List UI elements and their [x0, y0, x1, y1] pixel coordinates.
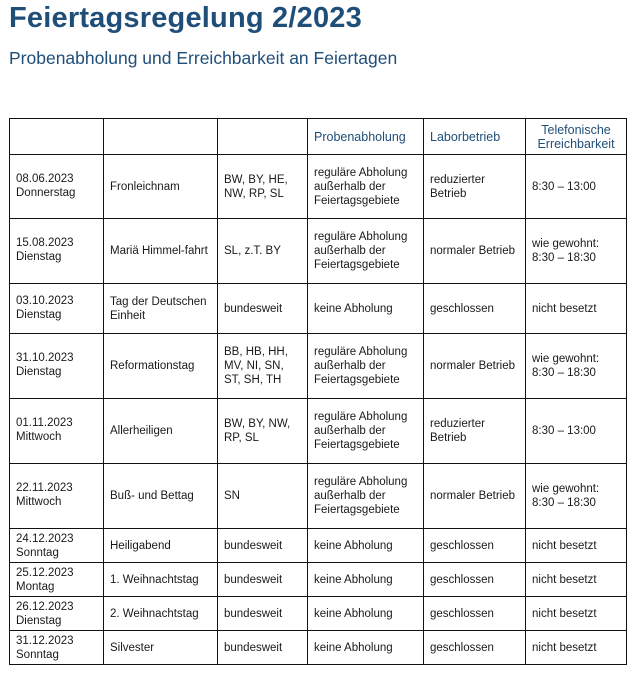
date-cell	[10, 155, 104, 219]
holiday-name: Fronleichnam	[104, 155, 218, 219]
weekday: Dienstag	[16, 251, 62, 263]
date: 31.12.2023	[16, 635, 74, 647]
date-cell	[10, 219, 104, 284]
table-row	[10, 631, 627, 665]
table-header-row	[10, 119, 627, 155]
pickup-status: keine Abholung	[308, 631, 424, 665]
weekday: Mittwoch	[16, 431, 62, 443]
table-row	[10, 399, 627, 464]
lab-status: geschlossen	[424, 597, 526, 631]
date-cell	[10, 399, 104, 464]
lab-status: normaler Betrieb	[424, 334, 526, 399]
weekday: Donnerstag	[16, 186, 76, 199]
pickup-status: keine Abholung	[308, 563, 424, 597]
weekday: Dienstag	[16, 366, 62, 378]
date-cell	[10, 334, 104, 399]
page-subtitle: Probenabholung und Erreichbarkeit an Feiertagen	[9, 48, 398, 68]
column-header-phone: Telefonische Erreichbarkeit	[526, 119, 627, 155]
pickup-status: keine Abholung	[308, 597, 424, 631]
holiday-name: Mariä Himmel-fahrt	[104, 219, 218, 284]
table-row	[10, 464, 627, 529]
table-row	[10, 597, 627, 631]
date-cell	[10, 529, 104, 563]
pickup-status: reguläre Abholung außerhalb der Feiertagsgebiete	[308, 219, 424, 284]
date-cell	[10, 597, 104, 631]
phone-availability: 8:30 – 13:00	[526, 155, 627, 219]
lab-status: reduzierter Betrieb	[424, 155, 526, 219]
date: 24.12.2023	[16, 533, 74, 545]
holiday-name: Silvester	[104, 631, 218, 665]
date: 25.12.2023	[16, 567, 74, 579]
region: bundesweit	[218, 529, 308, 563]
region: BB, HB, HH, MV, NI, SN, ST, SH, TH	[218, 334, 308, 399]
lab-status: normaler Betrieb	[424, 219, 526, 284]
region: bundesweit	[218, 631, 308, 665]
date: 03.10.2023	[16, 294, 74, 307]
region: SN	[218, 464, 308, 529]
lab-status: normaler Betrieb	[424, 464, 526, 529]
holiday-table	[9, 118, 627, 665]
weekday: Dienstag	[16, 308, 62, 321]
table-row	[10, 563, 627, 597]
pickup-status: keine Abholung	[308, 284, 424, 334]
date-cell	[10, 284, 104, 334]
holiday-name: Allerheiligen	[104, 399, 218, 464]
phone-availability: nicht besetzt	[526, 563, 627, 597]
region: bundesweit	[218, 597, 308, 631]
date-cell	[10, 464, 104, 529]
region: bundesweit	[218, 563, 308, 597]
region: BW, BY, HE, NW, RP, SL	[218, 155, 308, 219]
pickup-status: reguläre Abholung außerhalb der Feiertagsgebiete	[308, 464, 424, 529]
date-cell	[10, 563, 104, 597]
weekday: Dienstag	[16, 615, 62, 627]
weekday: Sonntag	[16, 547, 59, 559]
holiday-name: 1. Weihnachtstag	[104, 563, 218, 597]
lab-status: geschlossen	[424, 284, 526, 334]
date: 08.06.2023	[16, 172, 74, 185]
phone-availability: nicht besetzt	[526, 284, 627, 334]
date-cell	[10, 631, 104, 665]
weekday: Mittwoch	[16, 496, 62, 508]
holiday-name: Buß- und Bettag	[104, 464, 218, 529]
date: 31.10.2023	[16, 352, 74, 364]
lab-status: geschlossen	[424, 563, 526, 597]
table-row	[10, 155, 627, 219]
column-header-pickup: Probenabholung	[308, 119, 424, 155]
holiday-name: Reformationstag	[104, 334, 218, 399]
region: SL, z.T. BY	[218, 219, 308, 284]
pickup-status: reguläre Abholung außerhalb der Feiertagsgebiete	[308, 399, 424, 464]
phone-availability: nicht besetzt	[526, 529, 627, 563]
phone-availability: 8:30 – 13:00	[526, 399, 627, 464]
column-header-date	[10, 119, 104, 155]
pickup-status: reguläre Abholung außerhalb der Feiertagsgebiete	[308, 334, 424, 399]
column-header-lab: Laborbetrieb	[424, 119, 526, 155]
date: 22.11.2023	[16, 482, 73, 494]
date: 01.11.2023	[16, 417, 73, 429]
column-header-holiday	[104, 119, 218, 155]
table-row	[10, 284, 627, 334]
table-row	[10, 529, 627, 563]
weekday: Montag	[16, 581, 55, 593]
table-row	[10, 334, 627, 399]
pickup-status: reguläre Abholung außerhalb der Feiertagsgebiete	[308, 155, 424, 219]
column-header-region	[218, 119, 308, 155]
holiday-name: Heiligabend	[104, 529, 218, 563]
lab-status: geschlossen	[424, 529, 526, 563]
phone-availability: nicht besetzt	[526, 597, 627, 631]
date: 15.08.2023	[16, 237, 74, 249]
table-row	[10, 219, 627, 284]
lab-status: geschlossen	[424, 631, 526, 665]
lab-status: reduzierter Betrieb	[424, 399, 526, 464]
holiday-name: 2. Weihnachtstag	[104, 597, 218, 631]
pickup-status: keine Abholung	[308, 529, 424, 563]
page-title: Feiertagsregelung 2/2023	[9, 2, 362, 34]
region: BW, BY, NW, RP, SL	[218, 399, 308, 464]
region: bundesweit	[218, 284, 308, 334]
phone-availability: wie gewohnt: 8:30 – 18:30	[526, 219, 627, 284]
phone-availability: wie gewohnt: 8:30 – 18:30	[526, 334, 627, 399]
weekday: Sonntag	[16, 649, 59, 661]
holiday-name: Tag der Deutschen Einheit	[104, 284, 218, 334]
date: 26.12.2023	[16, 601, 74, 613]
phone-availability: wie gewohnt: 8:30 – 18:30	[526, 464, 627, 529]
phone-availability: nicht besetzt	[526, 631, 627, 665]
